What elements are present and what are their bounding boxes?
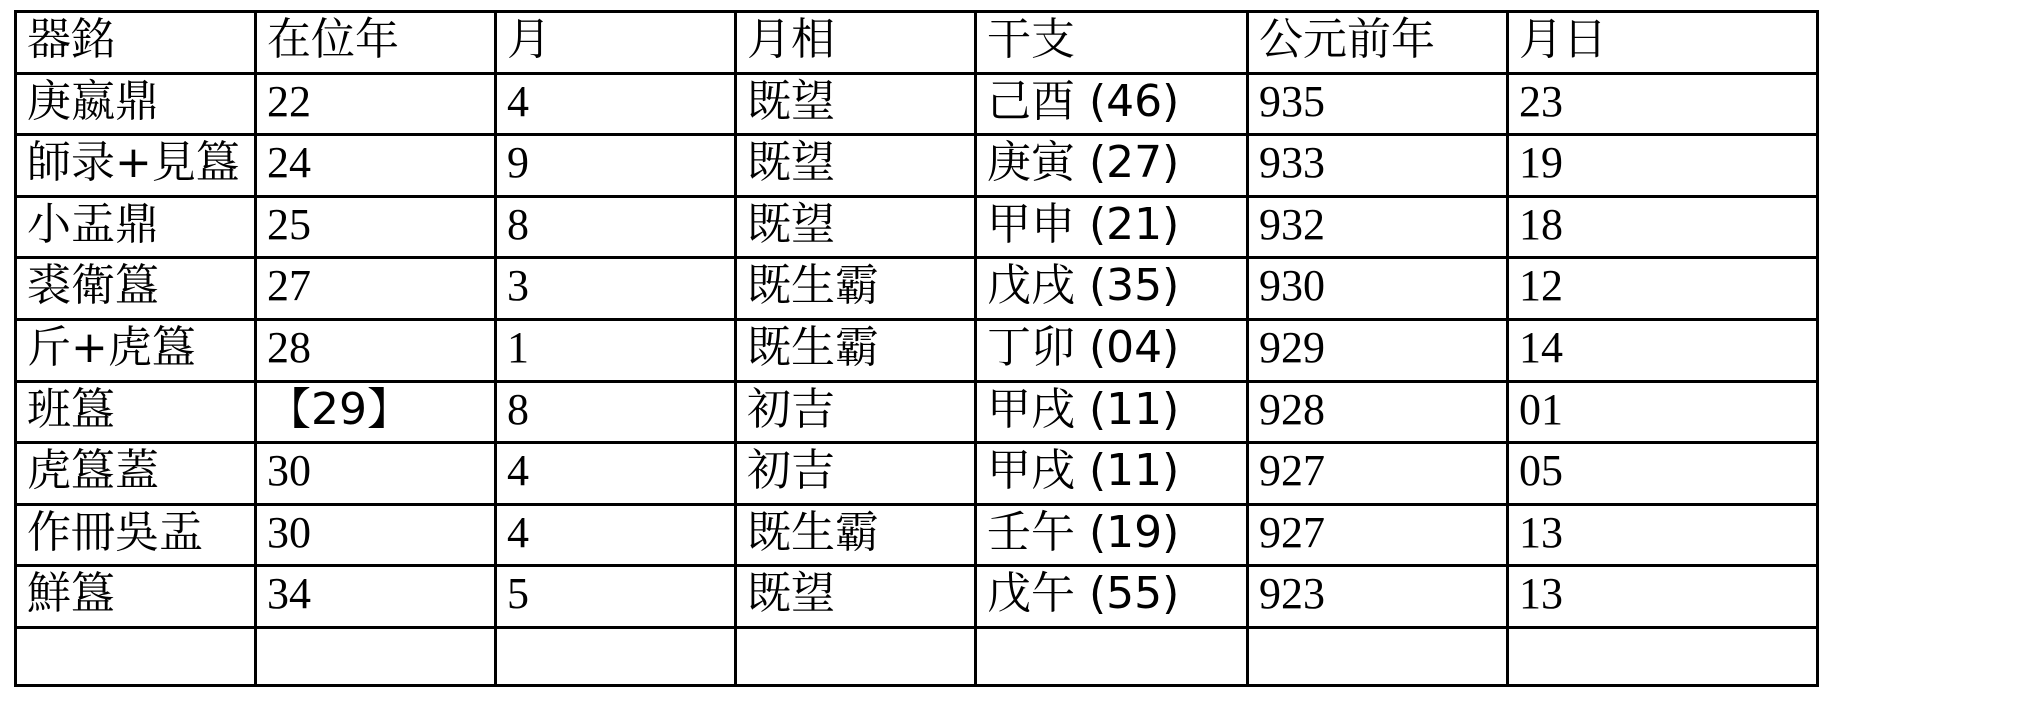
- cell-partial: [496, 627, 736, 685]
- cell-moon-phase: 初吉: [736, 381, 976, 443]
- cell-month: 9: [496, 135, 736, 197]
- cell-month: 1: [496, 319, 736, 381]
- cell-bce-year: 930: [1248, 258, 1508, 320]
- table-row: [16, 443, 1818, 505]
- cell-month: 8: [496, 196, 736, 258]
- cell-vessel: 作冊吳盂: [16, 504, 256, 566]
- table-row: [16, 73, 1818, 135]
- cell-vessel: 鮮簋: [16, 566, 256, 628]
- cell-reign-year: 34: [256, 566, 496, 628]
- cell-partial: [976, 627, 1248, 685]
- cell-month: 4: [496, 504, 736, 566]
- cell-partial: [256, 627, 496, 685]
- cell-ganzhi: 己酉 (46): [976, 73, 1248, 135]
- cell-bce-year: 927: [1248, 443, 1508, 505]
- table-row: [16, 381, 1818, 443]
- cell-moon-phase: 既望: [736, 566, 976, 628]
- cell-month: 3: [496, 258, 736, 320]
- cell-vessel: 虎簋蓋: [16, 443, 256, 505]
- cell-month: 8: [496, 381, 736, 443]
- cell-month-day: 13: [1508, 504, 1818, 566]
- cell-bce-year: 935: [1248, 73, 1508, 135]
- cell-partial: [16, 627, 256, 685]
- bronze-inscription-chronology-table: [14, 10, 1819, 687]
- cell-moon-phase: 既生霸: [736, 504, 976, 566]
- cell-month-day: 05: [1508, 443, 1818, 505]
- cell-ganzhi: 戊戌 (35): [976, 258, 1248, 320]
- cell-month-day: 12: [1508, 258, 1818, 320]
- column-header-bce-year: 公元前年: [1248, 12, 1508, 74]
- cell-reign-year: 24: [256, 135, 496, 197]
- cell-partial: [1508, 627, 1818, 685]
- cell-vessel: 師录+見簋: [16, 135, 256, 197]
- cell-month: 4: [496, 443, 736, 505]
- cell-month: 5: [496, 566, 736, 628]
- cell-bce-year: 929: [1248, 319, 1508, 381]
- column-header-ganzhi: 干支: [976, 12, 1248, 74]
- column-header-month-day: 月日: [1508, 12, 1818, 74]
- column-header-moon-phase: 月相: [736, 12, 976, 74]
- cell-ganzhi: 甲戌 (11): [976, 381, 1248, 443]
- cell-bce-year: 928: [1248, 381, 1508, 443]
- cell-ganzhi: 庚寅 (27): [976, 135, 1248, 197]
- cell-vessel: 斤+虎簋: [16, 319, 256, 381]
- cell-bce-year: 927: [1248, 504, 1508, 566]
- cell-ganzhi: 壬午 (19): [976, 504, 1248, 566]
- cell-vessel: 小盂鼎: [16, 196, 256, 258]
- cell-month-day: 14: [1508, 319, 1818, 381]
- cell-reign-year: 22: [256, 73, 496, 135]
- cell-partial: [736, 627, 976, 685]
- table-row: [16, 504, 1818, 566]
- table-row: [16, 566, 1818, 628]
- column-header-month: 月: [496, 12, 736, 74]
- table-row-partial-cutoff: [16, 627, 1818, 685]
- column-header-reign-year: 在位年: [256, 12, 496, 74]
- cell-reign-year: 【29】: [256, 381, 496, 443]
- cell-ganzhi: 甲申 (21): [976, 196, 1248, 258]
- cell-month-day: 13: [1508, 566, 1818, 628]
- cell-moon-phase: 既望: [736, 73, 976, 135]
- cell-month-day: 18: [1508, 196, 1818, 258]
- cell-bce-year: 932: [1248, 196, 1508, 258]
- cell-moon-phase: 初吉: [736, 443, 976, 505]
- cell-month-day: 19: [1508, 135, 1818, 197]
- table-header-row: [16, 12, 1818, 74]
- cell-vessel: 庚嬴鼎: [16, 73, 256, 135]
- cell-moon-phase: 既望: [736, 196, 976, 258]
- table-row: [16, 258, 1818, 320]
- cell-ganzhi: 戊午 (55): [976, 566, 1248, 628]
- cell-vessel: 裘衛簋: [16, 258, 256, 320]
- cell-moon-phase: 既生霸: [736, 319, 976, 381]
- cell-moon-phase: 既望: [736, 135, 976, 197]
- cell-bce-year: 933: [1248, 135, 1508, 197]
- cell-reign-year: 30: [256, 504, 496, 566]
- cell-month-day: 01: [1508, 381, 1818, 443]
- table-row: [16, 196, 1818, 258]
- cell-partial: [1248, 627, 1508, 685]
- cell-moon-phase: 既生霸: [736, 258, 976, 320]
- cell-month-day: 23: [1508, 73, 1818, 135]
- cell-reign-year: 30: [256, 443, 496, 505]
- cell-vessel: 班簋: [16, 381, 256, 443]
- cell-ganzhi: 丁卯 (04): [976, 319, 1248, 381]
- table-row: [16, 135, 1818, 197]
- cell-reign-year: 28: [256, 319, 496, 381]
- cell-reign-year: 25: [256, 196, 496, 258]
- cell-month: 4: [496, 73, 736, 135]
- cell-reign-year: 27: [256, 258, 496, 320]
- cell-bce-year: 923: [1248, 566, 1508, 628]
- table-row: [16, 319, 1818, 381]
- cell-ganzhi: 甲戌 (11): [976, 443, 1248, 505]
- column-header-vessel: 器銘: [16, 12, 256, 74]
